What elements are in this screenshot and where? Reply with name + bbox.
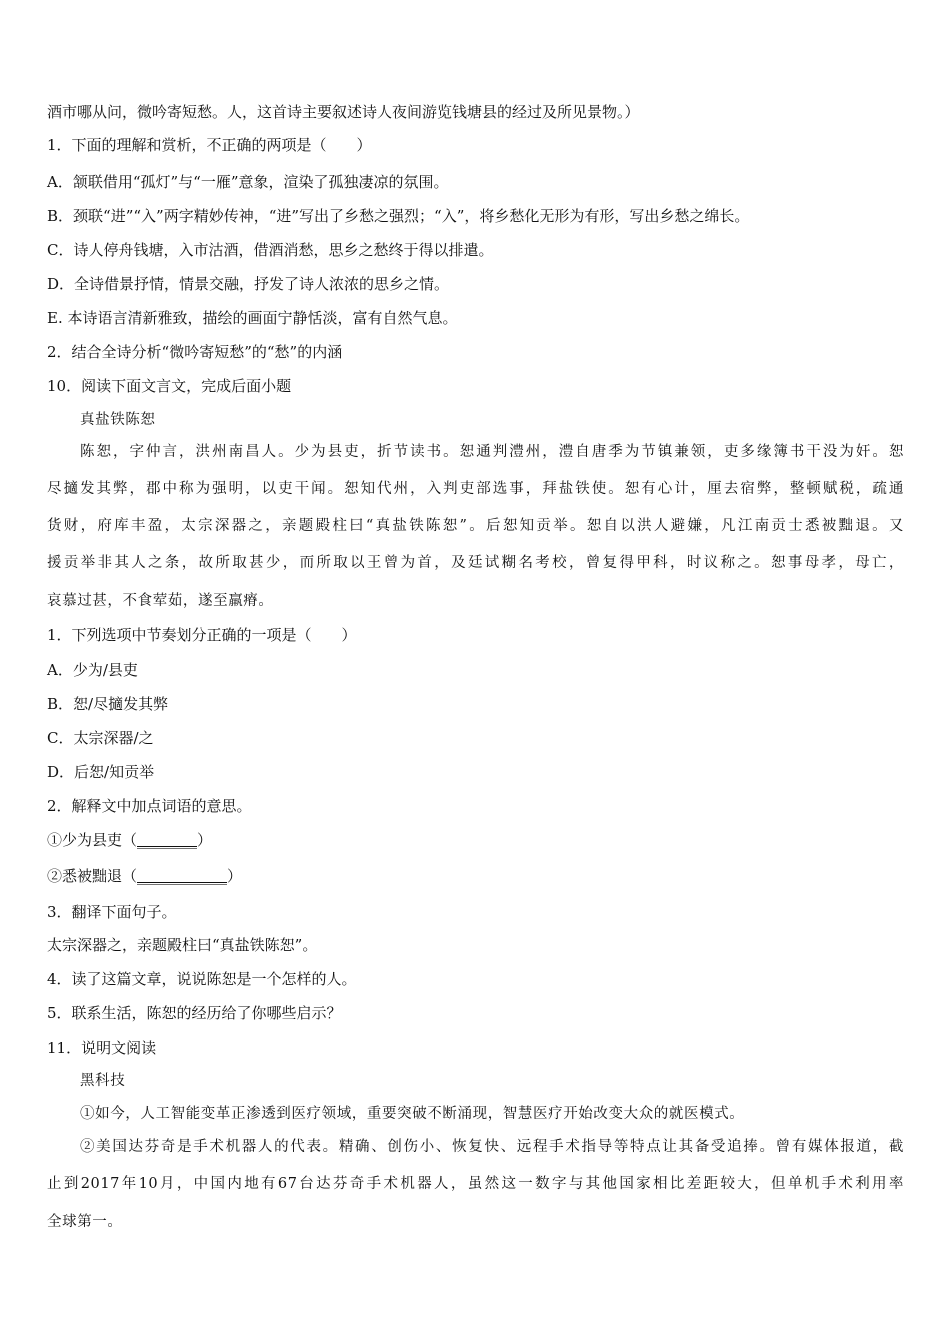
- explain-item-label: ②悉被黜退（: [47, 867, 138, 885]
- q10-passage-line: 货财，府库丰盈，太宗深器之，亲题殿柱曰“真盐铁陈恕”。后恕知贡举。恕自以洪人避嫌，凡江南贡士悉被黜退。又: [47, 518, 904, 534]
- q10-option-c: C．太宗深器/之: [47, 729, 154, 747]
- q9-option-c: C．诗人停舟钱塘，入市沽酒，借酒消愁，思乡之愁终于得以排遣。: [47, 241, 494, 259]
- q10-question-2: 2．解释文中加点词语的意思。: [47, 797, 252, 815]
- poem-note-tail: 酒市哪从问，微吟寄短愁。人，这首诗主要叙述诗人夜间游览钱塘县的经过及所见景物。）: [47, 103, 640, 121]
- explain-item-end: ）: [227, 867, 243, 885]
- q10-explain-item-1: [47, 830, 907, 850]
- explain-item-end: ）: [197, 831, 213, 849]
- q11-paragraph-2-line: 全球第一。: [47, 1214, 123, 1230]
- q9-question-2: 2．结合全诗分析“微吟寄短愁”的“愁”的内涵: [47, 343, 343, 361]
- q9-option-b: B．颈联“进”“入”两字精妙传神，“进”写出了乡愁之强烈；“入”，将乡愁化无形为有形，写出乡愁之绵长。: [47, 207, 750, 225]
- q10-question-1: 1．下列选项中节奏划分正确的一项是（ ）: [47, 626, 357, 644]
- q10-option-b: B．恕/尽擿发其弊: [47, 695, 169, 713]
- q11-heading: 11．说明文阅读: [47, 1039, 157, 1057]
- answer-blank[interactable]: ________: [137, 831, 198, 849]
- q10-passage-line: 尽擿发其弊，郡中称为强明，以吏干闻。恕知代州，入判吏部选事，拜盐铁使。恕有心计，厘去宿弊，整顿赋税，疏通: [47, 481, 904, 497]
- q10-passage-line: 哀慕过甚，不食荤茹，遂至羸瘠。: [47, 593, 274, 609]
- q9-option-a: A．颔联借用“孤灯”与“一雁”意象，渲染了孤独凄凉的氛围。: [47, 173, 449, 191]
- q10-translate-sentence: 太宗深器之，亲题殿柱曰“真盐铁陈恕”。: [47, 936, 318, 954]
- q10-passage-title: 真盐铁陈恕: [80, 412, 156, 428]
- q10-explain-item-2: [47, 866, 907, 886]
- q10-question-3: 3．翻译下面句子。: [47, 903, 177, 921]
- explain-item-label: ①少为县吏（: [47, 831, 138, 849]
- q10-passage-line: 援贡举非其人之条，故所取甚少，而所取以王曾为首，及廷试糊名考校，曾复得甲科，时议称之。恕事母孝，母亡，: [47, 555, 904, 571]
- q10-option-d: D．后恕/知贡举: [47, 763, 155, 781]
- q11-paragraph-2-line: ②美国达芬奇是手术机器人的代表。精确、创伤小、恢复快、远程手术指导等特点让其备受追捧。曾有媒体报道，截: [80, 1139, 904, 1155]
- q9-option-e: E. 本诗语言清新雅致，描绘的画面宁静恬淡，富有自然气息。: [47, 309, 458, 327]
- q10-option-a: A．少为/县吏: [47, 661, 138, 679]
- q11-paragraph-1: ①如今，人工智能变革正渗透到医疗领域，重要突破不断涌现，智慧医疗开始改变大众的就医模式。: [80, 1106, 745, 1122]
- q10-question-5: 5．联系生活，陈恕的经历给了你哪些启示？: [47, 1004, 342, 1022]
- q10-passage-line: 陈恕，字仲言，洪州南昌人。少为县吏，折节读书。恕通判澧州，澧自唐季为节镇兼领，吏多缘簿书干没为奸。恕: [80, 444, 904, 460]
- q9-option-d: D．全诗借景抒情，情景交融，抒发了诗人浓浓的思乡之情。: [47, 275, 450, 293]
- q9-question-1: 1．下面的理解和赏析，不正确的两项是（ ）: [47, 136, 372, 154]
- q11-paragraph-2-line: 止到2017年10月，中国内地有67台达芬奇手术机器人，虽然这一数字与其他国家相比差距较大，但单机手术利用率: [47, 1176, 904, 1192]
- q10-heading: 10．阅读下面文言文，完成后面小题: [47, 377, 292, 395]
- q10-question-4: 4．读了这篇文章，说说陈恕是一个怎样的人。: [47, 970, 357, 988]
- q11-passage-title: 黑科技: [80, 1073, 126, 1089]
- answer-blank[interactable]: ____________: [137, 867, 228, 885]
